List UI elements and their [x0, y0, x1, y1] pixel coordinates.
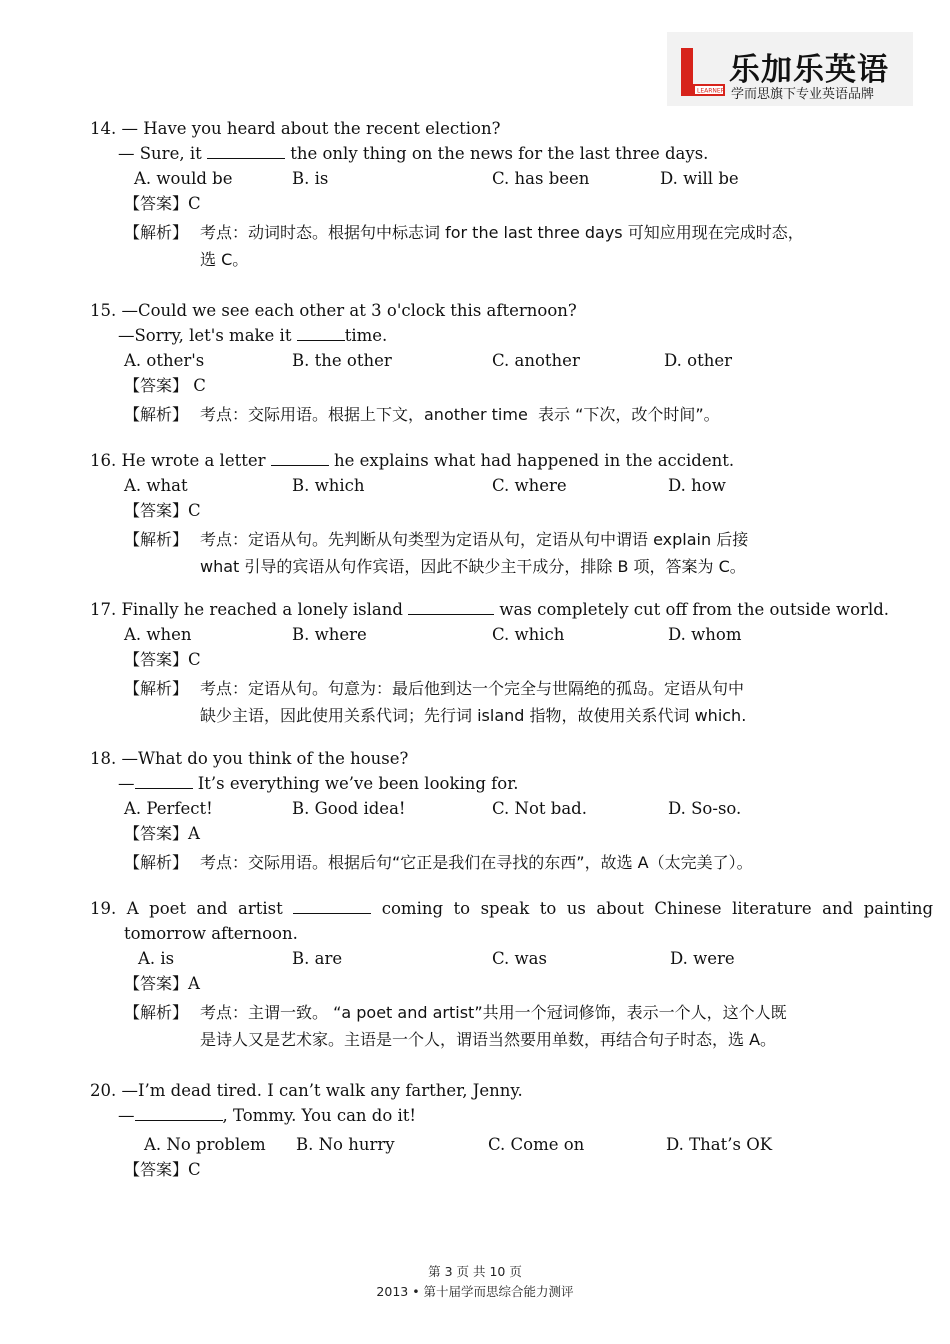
question-text: —Sorry, let's make it: [118, 326, 297, 345]
question-line: [124, 921, 298, 946]
option-a: A. Perfect!: [124, 799, 213, 818]
answer-line: [124, 647, 201, 672]
question-text: coming to speak to us about Chinese literature and painting: [371, 899, 934, 918]
answer-value: A: [188, 824, 200, 843]
question-stem: [90, 298, 577, 323]
analysis-label: 【解析】: [124, 223, 189, 242]
question-line: [118, 323, 387, 348]
question-text: 19. A poet and artist: [90, 899, 294, 918]
question-stem: [90, 116, 500, 141]
logo-title: 乐加乐英语: [729, 52, 889, 88]
answer-value: C: [188, 1160, 201, 1179]
answer-blank: [135, 1103, 223, 1121]
option-c: C. where: [492, 476, 567, 495]
question-line: [118, 1103, 416, 1128]
option-d: D. So-so.: [668, 799, 742, 818]
question-text: 14. — Have you heard about the recent election?: [90, 119, 501, 138]
option-d: D. That’s OK: [666, 1135, 773, 1154]
option-d: D. whom: [668, 625, 742, 644]
analysis-text: what 引导的宾语从句作宾语，因此不缺少主干成分，排除 B 项，答案为 C。: [200, 557, 746, 576]
question-text: he explains what had happened in the accident.: [328, 451, 735, 470]
question-text: 15. —Could we see each other at 3 o'clock this afternoon?: [90, 301, 577, 320]
option-c: C. has been: [492, 169, 590, 188]
question-text: —: [118, 1106, 135, 1125]
page-number: 第 3 页 共 10 页: [428, 1264, 522, 1279]
analysis-text: 考点：交际用语。根据后句“它正是我们在寻找的东西”，故选 A（太完美了）。: [200, 853, 753, 872]
analysis-text: 选 C。: [200, 250, 249, 269]
option-c: C. Not bad.: [492, 799, 587, 818]
question-text: was completely cut off from the outside world.: [494, 600, 890, 619]
option-b: B. where: [292, 625, 367, 644]
answer-line: [124, 191, 201, 216]
analysis-label: 【解析】: [124, 679, 189, 698]
logo-mark-text: LEARNER: [697, 87, 725, 95]
question-text: time.: [344, 326, 388, 345]
option-a: A. other's: [124, 351, 205, 370]
answer-label: 【答案】: [124, 824, 189, 843]
analysis-label: 【解析】: [124, 853, 189, 872]
question-stem: [90, 746, 408, 771]
analysis-label: 【解析】: [124, 405, 189, 424]
question-stem: [90, 1078, 523, 1103]
footer-subtitle: 2013 • 第十届学而思综合能力测评: [376, 1284, 574, 1299]
option-c: C. Come on: [488, 1135, 585, 1154]
answer-label: 【答案】: [124, 650, 189, 669]
option-b: B. which: [292, 476, 365, 495]
answer-label: 【答案】: [124, 974, 189, 993]
analysis-text: 考点：定语从句。先判断从句类型为定语从句，定语从句中谓语 explain 后接: [200, 530, 749, 549]
answer-value: C: [188, 501, 201, 520]
option-d: D. how: [668, 476, 726, 495]
option-b: B. Good idea!: [292, 799, 406, 818]
answer-value: C: [188, 376, 206, 395]
option-b: B. are: [292, 949, 343, 968]
question-text: the only thing on the news for the last three days.: [284, 144, 709, 163]
option-a: A. would be: [134, 169, 233, 188]
analysis-text: 考点：交际用语。根据上下文，another time 表示 “下次，改个时间”。: [200, 405, 720, 424]
question-line: [118, 141, 708, 166]
question-stem: [90, 896, 933, 921]
question-text: —: [118, 774, 135, 793]
answer-blank: [271, 448, 329, 466]
option-b: B. the other: [292, 351, 392, 370]
answer-label: 【答案】: [124, 376, 189, 395]
answer-line: [124, 821, 200, 846]
option-c: C. was: [492, 949, 547, 968]
brand-logo: [667, 32, 913, 106]
logo-subtitle: 学而思旗下专业英语品牌: [731, 87, 875, 102]
analysis-text: 是诗人又是艺术家。主语是一个人，谓语当然要用单数，再结合句子时态，选 A。: [200, 1030, 777, 1049]
option-d: D. were: [670, 949, 735, 968]
question-stem: [90, 448, 734, 473]
answer-line: [124, 971, 200, 996]
option-b: B. No hurry: [296, 1135, 395, 1154]
option-a: A. No problem: [144, 1135, 266, 1154]
question-text: tomorrow afternoon.: [124, 924, 298, 943]
option-c: C. which: [492, 625, 565, 644]
answer-line: [124, 498, 201, 523]
answer-blank: [207, 141, 285, 159]
analysis-label: 【解析】: [124, 530, 189, 549]
analysis-label: 【解析】: [124, 1003, 189, 1022]
answer-blank: [408, 597, 494, 615]
option-a: A. is: [138, 949, 175, 968]
option-d: D. will be: [660, 169, 739, 188]
question-text: 16. He wrote a letter: [90, 451, 271, 470]
question-text: 18. —What do you think of the house?: [90, 749, 409, 768]
option-c: C. another: [492, 351, 580, 370]
option-a: A. what: [124, 476, 188, 495]
option-a: A. when: [124, 625, 192, 644]
answer-label: 【答案】: [124, 501, 189, 520]
answer-line: [124, 373, 206, 398]
answer-value: C: [188, 650, 201, 669]
answer-blank: [297, 323, 345, 341]
question-text: 17. Finally he reached a lonely island: [90, 600, 409, 619]
answer-line: [124, 1157, 201, 1182]
question-text: , Tommy. You can do it!: [222, 1106, 417, 1125]
logo-l-mark-icon: [677, 46, 727, 102]
answer-value: A: [188, 974, 200, 993]
answer-blank: [293, 896, 371, 914]
analysis-text: 考点：定语从句。句意为：最后他到达一个完全与世隔绝的孤岛。定语从句中: [200, 679, 745, 698]
analysis-text: 考点：动词时态。根据句中标志词 for the last three days 可知应用现在完成时态，: [200, 223, 804, 242]
analysis-text: 考点：主谓一致。 “a poet and artist”共用一个冠词修饰，表示一个人，这个人既: [200, 1003, 787, 1022]
option-b: B. is: [292, 169, 329, 188]
answer-label: 【答案】: [124, 1160, 189, 1179]
question-text: — Sure, it: [118, 144, 207, 163]
question-text: 20. —I’m dead tired. I can’t walk any farther, Jenny.: [90, 1081, 523, 1100]
analysis-text: 缺少主语，因此使用关系代词；先行词 island 指物，故使用关系代词 which.: [200, 706, 747, 725]
answer-blank: [135, 771, 193, 789]
answer-value: C: [188, 194, 201, 213]
question-text: It’s everything we’ve been looking for.: [192, 774, 519, 793]
option-d: D. other: [664, 351, 732, 370]
answer-label: 【答案】: [124, 194, 189, 213]
question-stem: [90, 597, 889, 622]
question-line: [118, 771, 519, 796]
